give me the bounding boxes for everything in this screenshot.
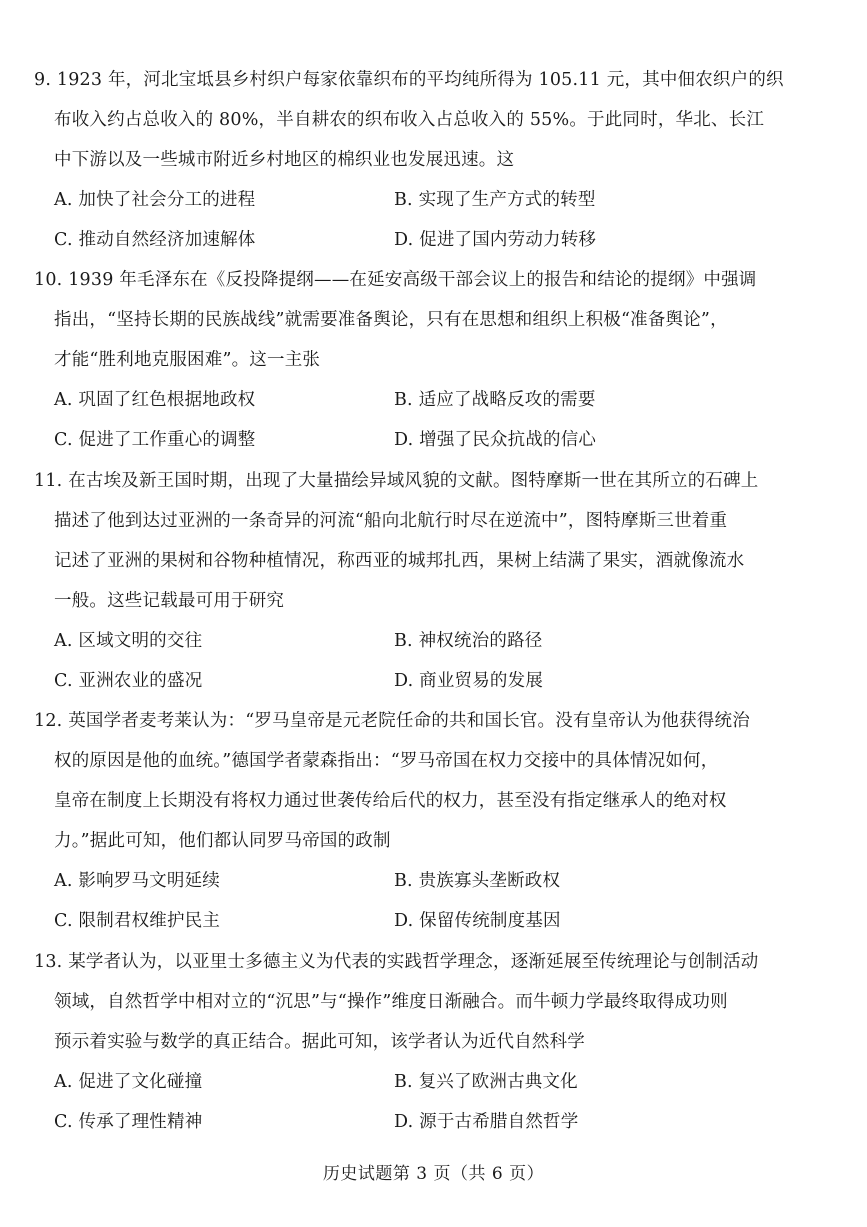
question-13-stem-line-2: 领域，自然哲学中相对立的“沉思”与“操作”维度日渐融合。而牛顿力学最终取得成功则 — [54, 992, 728, 1012]
question-9-option-c: C. 推动自然经济加速解体 — [54, 230, 256, 250]
question-10-stem-line-2: 指出，“坚持长期的民族战线”就需要准备舆论，只有在思想和组织上积极“准备舆论”， — [54, 310, 728, 330]
question-9-option-b: B. 实现了生产方式的转型 — [394, 190, 596, 210]
question-12-stem-line-4: 力。”据此可知，他们都认同罗马帝国的政制 — [54, 831, 391, 851]
question-12-option-a: A. 影响罗马文明延续 — [54, 871, 220, 891]
question-10-option-d: D. 增强了民众抗战的信心 — [394, 430, 597, 450]
question-11-option-d: D. 商业贸易的发展 — [394, 671, 544, 691]
question-12-option-c: C. 限制君权维护民主 — [54, 911, 221, 931]
question-13-option-c: C. 传承了理性精神 — [54, 1112, 203, 1132]
question-13-stem-line-3: 预示着实验与数学的真正结合。据此可知，该学者认为近代自然科学 — [54, 1032, 585, 1052]
question-13-option-a: A. 促进了文化碰撞 — [54, 1072, 203, 1092]
question-10-option-b: B. 适应了战略反攻的需要 — [394, 390, 596, 410]
question-9-stem-line-2: 布收入约占总收入的 80%，半自耕农的织布收入占总收入的 55%。于此同时，华北、长江 — [54, 110, 765, 130]
question-12-option-b: B. 贵族寡头垄断政权 — [394, 871, 561, 891]
question-9-stem-line-3: 中下游以及一些城市附近乡村地区的棉织业也发展迅速。这 — [54, 150, 515, 170]
question-10-stem-line-1: 10. 1939 年毛泽东在《反投降提纲——在延安高级干部会议上的报告和结论的提纲》中强调 — [34, 270, 757, 290]
question-11-stem-line-2: 描述了他到达过亚洲的一条奇异的河流“船向北航行时尽在逆流中”，图特摩斯三世着重 — [54, 511, 728, 531]
question-9-stem-line-1: 9. 1923 年，河北宝坻县乡村织户每家依靠织布的平均纯所得为 105.11 元，其中佃农织户的织 — [34, 70, 784, 90]
page-footer: 历史试题第 3 页（共 6 页） — [322, 1164, 545, 1184]
question-12-stem-line-1: 12. 英国学者麦考莱认为：“罗马皇帝是元老院任命的共和国长官。没有皇帝认为他获得统治 — [34, 711, 750, 731]
question-11-stem-line-1: 11. 在古埃及新王国时期，出现了大量描绘异域风貌的文献。图特摩斯一世在其所立的石碑上 — [34, 471, 759, 491]
question-12-stem-line-2: 权的原因是他的血统。”德国学者蒙森指出：“罗马帝国在权力交接中的具体情况如何， — [54, 751, 719, 771]
question-11-option-a: A. 区域文明的交往 — [54, 631, 203, 651]
question-12-option-d: D. 保留传统制度基因 — [394, 911, 561, 931]
question-11-stem-line-3: 记述了亚洲的果树和谷物种植情况，称西亚的城邦扎西，果树上结满了果实，酒就像流水 — [54, 551, 745, 571]
question-9-option-a: A. 加快了社会分工的进程 — [54, 190, 256, 210]
question-11-stem-line-4: 一般。这些记载最可用于研究 — [54, 591, 285, 611]
question-10-stem-line-3: 才能“胜利地克服困难”。这一主张 — [54, 350, 321, 370]
question-10-option-a: A. 巩固了红色根据地政权 — [54, 390, 256, 410]
question-11-option-b: B. 神权统治的路径 — [394, 631, 543, 651]
question-10-option-c: C. 促进了工作重心的调整 — [54, 430, 256, 450]
question-13-stem-line-1: 13. 某学者认为，以亚里士多德主义为代表的实践哲学理念，逐渐延展至传统理论与创制活动 — [34, 952, 759, 972]
question-11-option-c: C. 亚洲农业的盛况 — [54, 671, 203, 691]
question-9-option-d: D. 促进了国内劳动力转移 — [394, 230, 597, 250]
question-12-stem-line-3: 皇帝在制度上长期没有将权力通过世袭传给后代的权力，甚至没有指定继承人的绝对权 — [54, 791, 727, 811]
question-13-option-d: D. 源于古希腊自然哲学 — [394, 1112, 579, 1132]
question-13-option-b: B. 复兴了欧洲古典文化 — [394, 1072, 578, 1092]
